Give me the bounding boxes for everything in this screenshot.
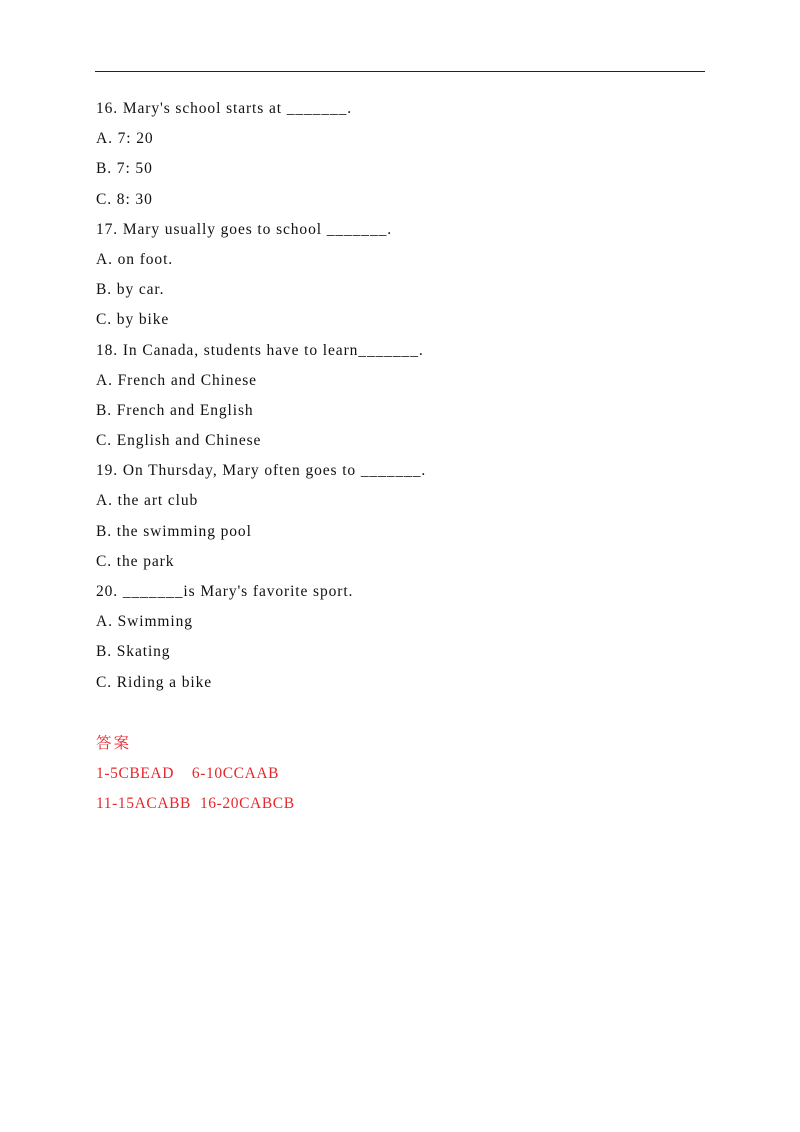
question-19-stem: 19. On Thursday, Mary often goes to _______. (96, 462, 427, 480)
question-20-stem: 20. _______is Mary's favorite sport. (96, 583, 354, 600)
question-16-option-c: C. 8: 30 (96, 190, 153, 208)
question-list (96, 94, 716, 698)
question-18-stem: 18. In Canada, students have to learn_______. (96, 341, 424, 359)
question-18-option-c: C. English and Chinese (96, 432, 262, 450)
question-17-option-b: B. by car. (96, 281, 165, 299)
header-rule (95, 71, 705, 72)
question-20-option-c: C. Riding a bike (96, 673, 213, 691)
question-17-option-a: A. on foot. (96, 250, 174, 268)
question-20-option-a: A. Swimming (96, 613, 193, 631)
question-16-option-a: A. 7: 20 (96, 130, 154, 148)
answer-key-line-2: 11-15ACABB 16-20CABCB (96, 795, 295, 812)
question-17-option-c: C. by bike (96, 311, 170, 329)
question-16-option-b: B. 7: 50 (96, 160, 153, 178)
question-18-option-b: B. French and English (96, 401, 254, 419)
answer-key-title: 答案 (96, 735, 132, 752)
question-18-option-a: A. French and Chinese (96, 371, 257, 389)
answer-key (96, 729, 716, 819)
question-19-option-a: A. the art club (96, 492, 199, 510)
question-20-option-b: B. Skating (96, 643, 171, 661)
answer-key-line-1: 1-5CBEAD 6-10CCAAB (96, 765, 280, 782)
question-17-stem: 17. Mary usually goes to school _______. (96, 220, 393, 238)
question-19-option-b: B. the swimming pool (96, 522, 252, 540)
question-16-stem: 16. Mary's school starts at _______. (96, 100, 353, 117)
question-19-option-c: C. the park (96, 552, 175, 570)
